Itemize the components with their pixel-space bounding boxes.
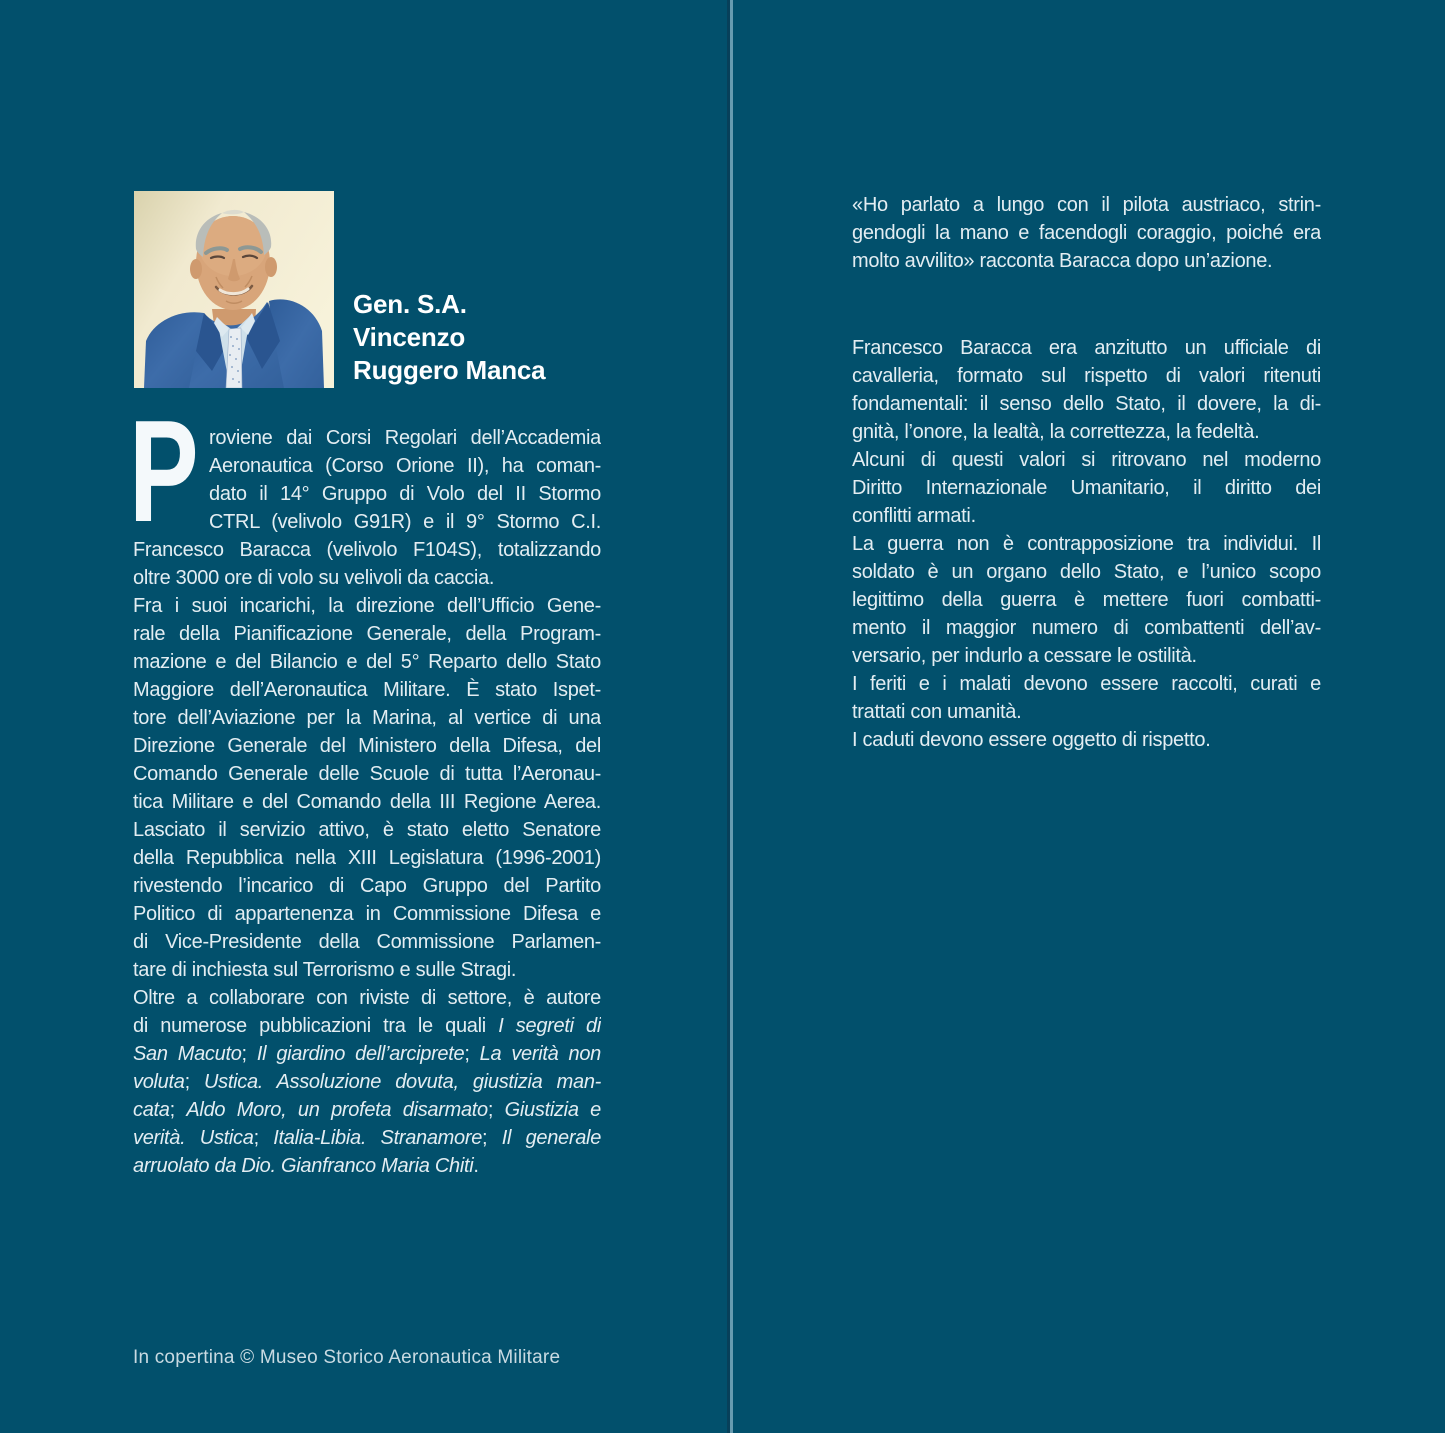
text-line: rale della Pianificazione Generale, della Program- xyxy=(133,623,601,645)
text-line: cavalleria, formato sul rispetto di valori ritenuti xyxy=(852,365,1321,387)
text-line: conflitti armati. xyxy=(852,505,976,527)
text-line: roviene dai Corsi Regolari dell’Accademia xyxy=(209,427,601,449)
text-line: mento il maggior numero di combattenti dell’av- xyxy=(852,617,1321,639)
drop-cap: P xyxy=(129,390,199,552)
text-line: versario, per indurlo a cessare le ostilità. xyxy=(852,645,1197,667)
text-line: Alcuni di questi valori si ritrovano nel moderno xyxy=(852,449,1321,471)
text-line: di Vice-Presidente della Commissione Parlamen- xyxy=(133,931,601,953)
text-line: rivestendo l’incarico di Capo Gruppo del Partito xyxy=(133,875,601,897)
text-line: I caduti devono essere oggetto di rispetto. xyxy=(852,729,1211,751)
text-line: molto avvilito» racconta Baracca dopo un’azione. xyxy=(852,250,1273,272)
text-line: voluta; Ustica. Assoluzione dovuta, giustizia man- xyxy=(133,1071,601,1093)
text-line: trattati con umanità. xyxy=(852,701,1022,723)
text-line: I feriti e i malati devono essere raccolti, curati e xyxy=(852,673,1321,695)
author-photo xyxy=(134,191,334,388)
text-line: soldato è un organo dello Stato, e l’unico scopo xyxy=(852,561,1321,583)
text-line: Oltre a collaborare con riviste di settore, è autore xyxy=(133,987,601,1009)
author-name-line: Ruggero Manca xyxy=(353,355,546,385)
baracca-description-text xyxy=(852,334,1321,754)
text-line: legittimo della guerra è mettere fuori combatti- xyxy=(852,589,1321,611)
author-bio-text xyxy=(133,424,601,1180)
text-line: mazione e del Bilancio e del 5° Reparto dello Stato xyxy=(133,651,601,673)
text-line: «Ho parlato a lungo con il pilota austriaco, strin- xyxy=(852,194,1321,216)
text-line: cata; Aldo Moro, un profeta disarmato; Giustizia e xyxy=(133,1099,601,1121)
text-line: tica Militare e del Comando della III Regione Aerea. xyxy=(133,791,601,813)
text-line: CTRL (velivolo G91R) e il 9° Stormo C.I. xyxy=(209,511,601,533)
text-line: tare di inchiesta sul Terrorismo e sulle Stragi. xyxy=(133,959,517,981)
fold-crease xyxy=(730,0,733,1433)
text-line: arruolato da Dio. Gianfranco Maria Chiti. xyxy=(133,1155,479,1177)
text-line: Diritto Internazionale Umanitario, il diritto dei xyxy=(852,477,1321,499)
text-line: Comando Generale delle Scuole di tutta l’Aeronau- xyxy=(133,763,601,785)
text-line: Politico di appartenenza in Commissione Difesa e xyxy=(133,903,601,925)
text-line: San Macuto; Il giardino dell’arciprete; La verità non xyxy=(133,1043,601,1065)
text-line: oltre 3000 ore di volo su velivoli da caccia. xyxy=(133,567,495,589)
text-line: Fra i suoi incarichi, la direzione dell’Ufficio Gene- xyxy=(133,595,601,617)
text-line: Francesco Baracca (velivolo F104S), totalizzando xyxy=(133,539,601,561)
cover-credit: In copertina © Museo Storico Aeronautica Militare xyxy=(133,1347,561,1368)
author-name xyxy=(353,288,545,387)
text-line: Francesco Baracca era anzitutto un ufficiale di xyxy=(852,337,1321,359)
text-line: Direzione Generale del Ministero della Difesa, del xyxy=(133,735,601,757)
text-line: Aeronautica (Corso Orione II), ha coman- xyxy=(209,455,601,477)
text-line: fondamentali: il senso dello Stato, il dovere, la di- xyxy=(852,393,1321,415)
author-name-line: Vincenzo xyxy=(353,322,466,352)
text-line: gnità, l’onore, la lealtà, la correttezza, la fedeltà. xyxy=(852,421,1260,443)
text-line: di numerose pubblicazioni tra le quali I segreti di xyxy=(133,1015,601,1037)
baracca-quote-text xyxy=(852,191,1321,275)
text-line: verità. Ustica; Italia-Libia. Stranamore; Il generale xyxy=(133,1127,601,1149)
text-line: della Repubblica nella XIII Legislatura (1996-2001) xyxy=(133,847,601,869)
text-line: tore dell’Aviazione per la Marina, al vertice di una xyxy=(133,707,601,729)
text-line: gendogli la mano e facendogli coraggio, poiché era xyxy=(852,222,1321,244)
text-line: dato il 14° Gruppo di Volo del II Stormo xyxy=(209,483,601,505)
author-name-line: Gen. S.A. xyxy=(353,289,467,319)
text-line: Lasciato il servizio attivo, è stato eletto Senatore xyxy=(133,819,601,841)
text-line: Maggiore dell’Aeronautica Militare. È stato Ispet- xyxy=(133,679,601,701)
text-line: La guerra non è contrapposizione tra individui. Il xyxy=(852,533,1321,555)
